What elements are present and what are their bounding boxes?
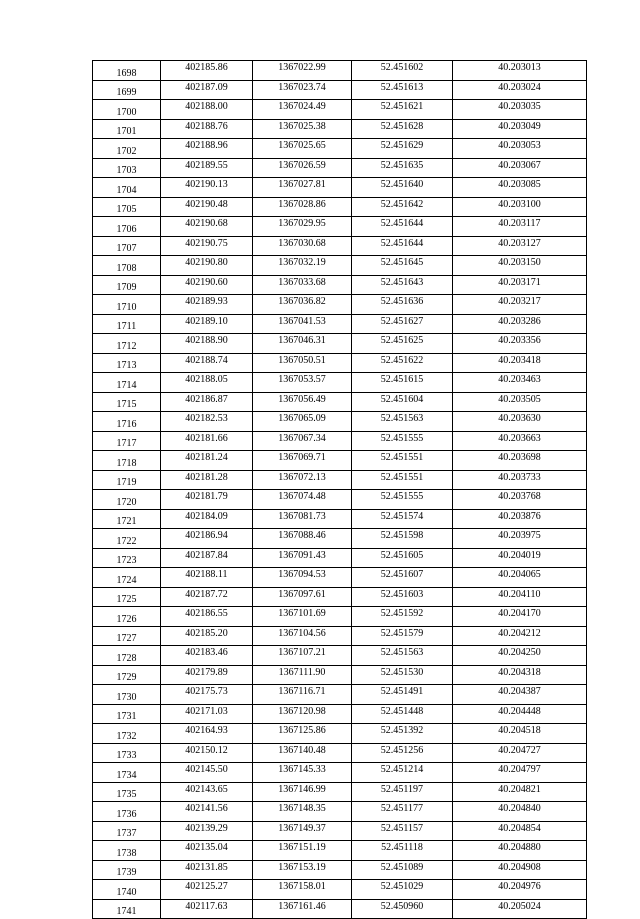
point-number-cell: 1736 (93, 802, 161, 822)
table-row (93, 763, 587, 783)
point-number-cell: 1701 (93, 119, 161, 139)
latitude-cell: 52.451177 (352, 802, 453, 822)
x-coordinate-cell: 402141.56 (161, 802, 253, 822)
point-number-cell: 1721 (93, 509, 161, 529)
longitude-cell: 40.203698 (453, 451, 587, 471)
longitude-cell: 40.204448 (453, 704, 587, 724)
point-number-cell: 1725 (93, 587, 161, 607)
longitude-cell: 40.203085 (453, 178, 587, 198)
point-number-cell: 1713 (93, 353, 161, 373)
latitude-cell: 52.451555 (352, 490, 453, 510)
y-coordinate-cell: 1367125.86 (253, 724, 352, 744)
x-coordinate-cell: 402186.94 (161, 529, 253, 549)
table-row (93, 295, 587, 315)
longitude-cell: 40.204840 (453, 802, 587, 822)
x-coordinate-cell: 402164.93 (161, 724, 253, 744)
longitude-cell: 40.203100 (453, 197, 587, 217)
longitude-cell: 40.205024 (453, 899, 587, 919)
latitude-cell: 52.451551 (352, 451, 453, 471)
latitude-cell: 52.451622 (352, 353, 453, 373)
latitude-cell: 52.451563 (352, 646, 453, 666)
x-coordinate-cell: 402145.50 (161, 763, 253, 783)
longitude-cell: 40.203117 (453, 217, 587, 237)
y-coordinate-cell: 1367027.81 (253, 178, 352, 198)
x-coordinate-cell: 402188.76 (161, 119, 253, 139)
latitude-cell: 52.451645 (352, 256, 453, 276)
table-row (93, 236, 587, 256)
table-row (93, 314, 587, 334)
point-number-cell: 1700 (93, 100, 161, 120)
table-row (93, 490, 587, 510)
table-row (93, 275, 587, 295)
longitude-cell: 40.203053 (453, 139, 587, 159)
longitude-cell: 40.203663 (453, 431, 587, 451)
longitude-cell: 40.204110 (453, 587, 587, 607)
latitude-cell: 52.451530 (352, 665, 453, 685)
table-row (93, 685, 587, 705)
latitude-cell: 52.451607 (352, 568, 453, 588)
y-coordinate-cell: 1367069.71 (253, 451, 352, 471)
latitude-cell: 52.451625 (352, 334, 453, 354)
y-coordinate-cell: 1367097.61 (253, 587, 352, 607)
longitude-cell: 40.204797 (453, 763, 587, 783)
table-row (93, 880, 587, 900)
table-row (93, 704, 587, 724)
table-row (93, 61, 587, 81)
longitude-cell: 40.204880 (453, 841, 587, 861)
x-coordinate-cell: 402189.10 (161, 314, 253, 334)
table-row (93, 782, 587, 802)
x-coordinate-cell: 402143.65 (161, 782, 253, 802)
table-row (93, 158, 587, 178)
y-coordinate-cell: 1367028.86 (253, 197, 352, 217)
point-number-cell: 1712 (93, 334, 161, 354)
table-row (93, 841, 587, 861)
latitude-cell: 52.451214 (352, 763, 453, 783)
x-coordinate-cell: 402185.86 (161, 61, 253, 81)
x-coordinate-cell: 402190.60 (161, 275, 253, 295)
point-number-cell: 1738 (93, 841, 161, 861)
y-coordinate-cell: 1367088.46 (253, 529, 352, 549)
x-coordinate-cell: 402183.46 (161, 646, 253, 666)
table-row (93, 665, 587, 685)
table-row (93, 548, 587, 568)
point-number-cell: 1729 (93, 665, 161, 685)
y-coordinate-cell: 1367032.19 (253, 256, 352, 276)
y-coordinate-cell: 1367025.38 (253, 119, 352, 139)
point-number-cell: 1698 (93, 61, 161, 81)
point-number-cell: 1740 (93, 880, 161, 900)
y-coordinate-cell: 1367053.57 (253, 373, 352, 393)
point-number-cell: 1714 (93, 373, 161, 393)
latitude-cell: 52.451089 (352, 860, 453, 880)
y-coordinate-cell: 1367111.90 (253, 665, 352, 685)
table-row (93, 392, 587, 412)
x-coordinate-cell: 402181.66 (161, 431, 253, 451)
x-coordinate-cell: 402186.55 (161, 607, 253, 627)
table-row (93, 197, 587, 217)
point-number-cell: 1739 (93, 860, 161, 880)
x-coordinate-cell: 402189.55 (161, 158, 253, 178)
longitude-cell: 40.203975 (453, 529, 587, 549)
point-number-cell: 1723 (93, 548, 161, 568)
y-coordinate-cell: 1367081.73 (253, 509, 352, 529)
table-row (93, 353, 587, 373)
y-coordinate-cell: 1367029.95 (253, 217, 352, 237)
coordinates-table (92, 60, 587, 919)
table-row (93, 509, 587, 529)
point-number-cell: 1719 (93, 470, 161, 490)
x-coordinate-cell: 402190.13 (161, 178, 253, 198)
x-coordinate-cell: 402187.84 (161, 548, 253, 568)
x-coordinate-cell: 402184.09 (161, 509, 253, 529)
point-number-cell: 1728 (93, 646, 161, 666)
latitude-cell: 52.451602 (352, 61, 453, 81)
point-number-cell: 1717 (93, 431, 161, 451)
point-number-cell: 1703 (93, 158, 161, 178)
y-coordinate-cell: 1367074.48 (253, 490, 352, 510)
x-coordinate-cell: 402189.93 (161, 295, 253, 315)
y-coordinate-cell: 1367050.51 (253, 353, 352, 373)
y-coordinate-cell: 1367030.68 (253, 236, 352, 256)
y-coordinate-cell: 1367025.65 (253, 139, 352, 159)
x-coordinate-cell: 402187.09 (161, 80, 253, 100)
x-coordinate-cell: 402188.00 (161, 100, 253, 120)
point-number-cell: 1722 (93, 529, 161, 549)
longitude-cell: 40.203013 (453, 61, 587, 81)
longitude-cell: 40.204518 (453, 724, 587, 744)
longitude-cell: 40.203067 (453, 158, 587, 178)
point-number-cell: 1704 (93, 178, 161, 198)
point-number-cell: 1718 (93, 451, 161, 471)
latitude-cell: 52.451603 (352, 587, 453, 607)
latitude-cell: 52.451592 (352, 607, 453, 627)
x-coordinate-cell: 402117.63 (161, 899, 253, 919)
point-number-cell: 1708 (93, 256, 161, 276)
table-row (93, 724, 587, 744)
y-coordinate-cell: 1367041.53 (253, 314, 352, 334)
point-number-cell: 1734 (93, 763, 161, 783)
x-coordinate-cell: 402139.29 (161, 821, 253, 841)
y-coordinate-cell: 1367024.49 (253, 100, 352, 120)
y-coordinate-cell: 1367022.99 (253, 61, 352, 81)
latitude-cell: 52.451613 (352, 80, 453, 100)
x-coordinate-cell: 402185.20 (161, 626, 253, 646)
longitude-cell: 40.204727 (453, 743, 587, 763)
longitude-cell: 40.204387 (453, 685, 587, 705)
x-coordinate-cell: 402190.75 (161, 236, 253, 256)
latitude-cell: 52.451157 (352, 821, 453, 841)
x-coordinate-cell: 402171.03 (161, 704, 253, 724)
point-number-cell: 1732 (93, 724, 161, 744)
longitude-cell: 40.203630 (453, 412, 587, 432)
longitude-cell: 40.203876 (453, 509, 587, 529)
point-number-cell: 1731 (93, 704, 161, 724)
longitude-cell: 40.203418 (453, 353, 587, 373)
point-number-cell: 1711 (93, 314, 161, 334)
longitude-cell: 40.204854 (453, 821, 587, 841)
x-coordinate-cell: 402131.85 (161, 860, 253, 880)
y-coordinate-cell: 1367072.13 (253, 470, 352, 490)
point-number-cell: 1706 (93, 217, 161, 237)
x-coordinate-cell: 402188.05 (161, 373, 253, 393)
table-row (93, 568, 587, 588)
point-number-cell: 1702 (93, 139, 161, 159)
table-row (93, 431, 587, 451)
point-number-cell: 1737 (93, 821, 161, 841)
point-number-cell: 1699 (93, 80, 161, 100)
y-coordinate-cell: 1367148.35 (253, 802, 352, 822)
latitude-cell: 52.451598 (352, 529, 453, 549)
y-coordinate-cell: 1367146.99 (253, 782, 352, 802)
point-number-cell: 1741 (93, 899, 161, 919)
table-row (93, 139, 587, 159)
x-coordinate-cell: 402190.80 (161, 256, 253, 276)
longitude-cell: 40.203286 (453, 314, 587, 334)
table-row (93, 646, 587, 666)
point-number-cell: 1715 (93, 392, 161, 412)
x-coordinate-cell: 402181.28 (161, 470, 253, 490)
x-coordinate-cell: 402182.53 (161, 412, 253, 432)
point-number-cell: 1707 (93, 236, 161, 256)
y-coordinate-cell: 1367153.19 (253, 860, 352, 880)
latitude-cell: 52.451628 (352, 119, 453, 139)
longitude-cell: 40.204318 (453, 665, 587, 685)
latitude-cell: 52.451604 (352, 392, 453, 412)
longitude-cell: 40.203127 (453, 236, 587, 256)
longitude-cell: 40.203049 (453, 119, 587, 139)
y-coordinate-cell: 1367056.49 (253, 392, 352, 412)
latitude-cell: 52.450960 (352, 899, 453, 919)
point-number-cell: 1727 (93, 626, 161, 646)
y-coordinate-cell: 1367094.53 (253, 568, 352, 588)
latitude-cell: 52.451563 (352, 412, 453, 432)
y-coordinate-cell: 1367036.82 (253, 295, 352, 315)
table-row (93, 470, 587, 490)
longitude-cell: 40.204976 (453, 880, 587, 900)
longitude-cell: 40.203733 (453, 470, 587, 490)
latitude-cell: 52.451197 (352, 782, 453, 802)
longitude-cell: 40.204170 (453, 607, 587, 627)
latitude-cell: 52.451644 (352, 217, 453, 237)
x-coordinate-cell: 402188.90 (161, 334, 253, 354)
table-row (93, 743, 587, 763)
table-row (93, 860, 587, 880)
longitude-cell: 40.203217 (453, 295, 587, 315)
latitude-cell: 52.451392 (352, 724, 453, 744)
latitude-cell: 52.451640 (352, 178, 453, 198)
x-coordinate-cell: 402190.68 (161, 217, 253, 237)
table-row (93, 217, 587, 237)
table-row (93, 451, 587, 471)
table-row (93, 587, 587, 607)
table-row (93, 373, 587, 393)
latitude-cell: 52.451555 (352, 431, 453, 451)
x-coordinate-cell: 402190.48 (161, 197, 253, 217)
longitude-cell: 40.203150 (453, 256, 587, 276)
y-coordinate-cell: 1367065.09 (253, 412, 352, 432)
latitude-cell: 52.451642 (352, 197, 453, 217)
x-coordinate-cell: 402187.72 (161, 587, 253, 607)
table-row (93, 256, 587, 276)
table-row (93, 119, 587, 139)
x-coordinate-cell: 402125.27 (161, 880, 253, 900)
table-row (93, 802, 587, 822)
x-coordinate-cell: 402188.96 (161, 139, 253, 159)
latitude-cell: 52.451551 (352, 470, 453, 490)
y-coordinate-cell: 1367151.19 (253, 841, 352, 861)
longitude-cell: 40.204065 (453, 568, 587, 588)
latitude-cell: 52.451635 (352, 158, 453, 178)
latitude-cell: 52.451621 (352, 100, 453, 120)
table-row (93, 899, 587, 919)
longitude-cell: 40.203171 (453, 275, 587, 295)
latitude-cell: 52.451029 (352, 880, 453, 900)
longitude-cell: 40.203768 (453, 490, 587, 510)
y-coordinate-cell: 1367120.98 (253, 704, 352, 724)
x-coordinate-cell: 402181.24 (161, 451, 253, 471)
point-number-cell: 1705 (93, 197, 161, 217)
point-number-cell: 1726 (93, 607, 161, 627)
y-coordinate-cell: 1367140.48 (253, 743, 352, 763)
table-row (93, 178, 587, 198)
x-coordinate-cell: 402181.79 (161, 490, 253, 510)
latitude-cell: 52.451615 (352, 373, 453, 393)
table-row (93, 529, 587, 549)
table-row (93, 821, 587, 841)
latitude-cell: 52.451256 (352, 743, 453, 763)
latitude-cell: 52.451448 (352, 704, 453, 724)
x-coordinate-cell: 402135.04 (161, 841, 253, 861)
longitude-cell: 40.203505 (453, 392, 587, 412)
x-coordinate-cell: 402175.73 (161, 685, 253, 705)
longitude-cell: 40.204821 (453, 782, 587, 802)
x-coordinate-cell: 402188.11 (161, 568, 253, 588)
longitude-cell: 40.203024 (453, 80, 587, 100)
table-row (93, 412, 587, 432)
point-number-cell: 1733 (93, 743, 161, 763)
table-row (93, 100, 587, 120)
y-coordinate-cell: 1367161.46 (253, 899, 352, 919)
y-coordinate-cell: 1367091.43 (253, 548, 352, 568)
y-coordinate-cell: 1367067.34 (253, 431, 352, 451)
coordinates-table-body (93, 61, 587, 919)
point-number-cell: 1716 (93, 412, 161, 432)
latitude-cell: 52.451629 (352, 139, 453, 159)
latitude-cell: 52.451118 (352, 841, 453, 861)
y-coordinate-cell: 1367104.56 (253, 626, 352, 646)
longitude-cell: 40.203035 (453, 100, 587, 120)
y-coordinate-cell: 1367101.69 (253, 607, 352, 627)
latitude-cell: 52.451627 (352, 314, 453, 334)
point-number-cell: 1730 (93, 685, 161, 705)
latitude-cell: 52.451491 (352, 685, 453, 705)
y-coordinate-cell: 1367149.37 (253, 821, 352, 841)
table-row (93, 626, 587, 646)
table-row (93, 334, 587, 354)
longitude-cell: 40.203463 (453, 373, 587, 393)
x-coordinate-cell: 402150.12 (161, 743, 253, 763)
table-row (93, 80, 587, 100)
longitude-cell: 40.204019 (453, 548, 587, 568)
x-coordinate-cell: 402179.89 (161, 665, 253, 685)
y-coordinate-cell: 1367046.31 (253, 334, 352, 354)
point-number-cell: 1724 (93, 568, 161, 588)
longitude-cell: 40.204250 (453, 646, 587, 666)
y-coordinate-cell: 1367107.21 (253, 646, 352, 666)
longitude-cell: 40.204212 (453, 626, 587, 646)
longitude-cell: 40.204908 (453, 860, 587, 880)
y-coordinate-cell: 1367026.59 (253, 158, 352, 178)
y-coordinate-cell: 1367145.33 (253, 763, 352, 783)
y-coordinate-cell: 1367023.74 (253, 80, 352, 100)
latitude-cell: 52.451636 (352, 295, 453, 315)
point-number-cell: 1710 (93, 295, 161, 315)
point-number-cell: 1735 (93, 782, 161, 802)
latitude-cell: 52.451574 (352, 509, 453, 529)
point-number-cell: 1709 (93, 275, 161, 295)
latitude-cell: 52.451605 (352, 548, 453, 568)
y-coordinate-cell: 1367116.71 (253, 685, 352, 705)
latitude-cell: 52.451643 (352, 275, 453, 295)
point-number-cell: 1720 (93, 490, 161, 510)
latitude-cell: 52.451579 (352, 626, 453, 646)
x-coordinate-cell: 402188.74 (161, 353, 253, 373)
y-coordinate-cell: 1367033.68 (253, 275, 352, 295)
y-coordinate-cell: 1367158.01 (253, 880, 352, 900)
x-coordinate-cell: 402186.87 (161, 392, 253, 412)
longitude-cell: 40.203356 (453, 334, 587, 354)
latitude-cell: 52.451644 (352, 236, 453, 256)
table-row (93, 607, 587, 627)
